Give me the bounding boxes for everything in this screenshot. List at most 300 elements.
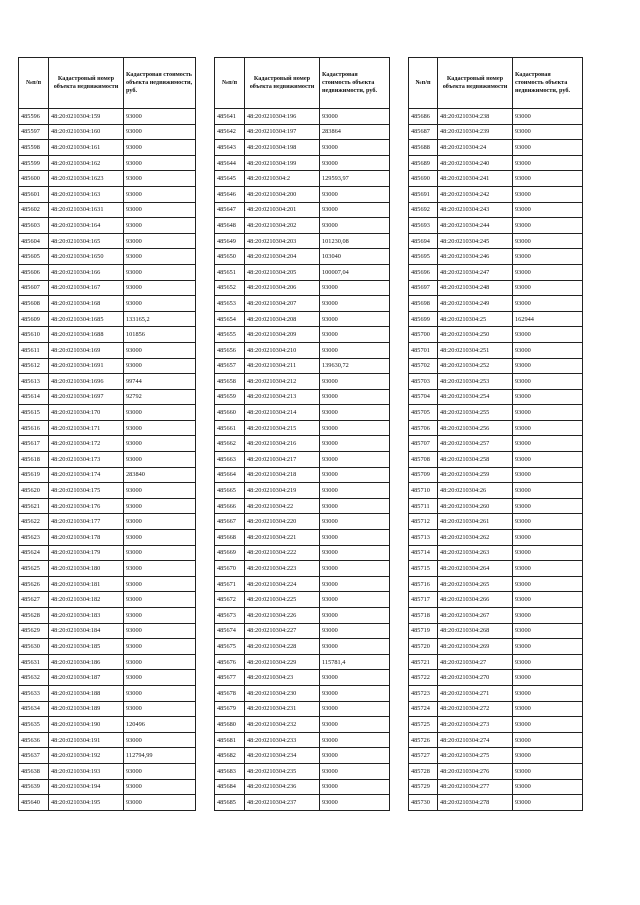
row-number: 485717 [409, 592, 438, 608]
row-number: 485650 [215, 249, 245, 265]
table-row [409, 109, 583, 125]
cadastral-value: 93000 [320, 342, 390, 358]
row-number: 485719 [409, 623, 438, 639]
row-number: 485602 [19, 202, 49, 218]
table-row [19, 685, 196, 701]
cadastral-value: 93000 [513, 264, 583, 280]
table-row [19, 140, 196, 156]
table-row [19, 155, 196, 171]
cadastral-value: 93000 [513, 233, 583, 249]
cadastral-value: 93000 [124, 779, 196, 795]
row-number: 485708 [409, 452, 438, 468]
cadastral-value: 93000 [124, 249, 196, 265]
cadastral-value: 93000 [513, 280, 583, 296]
table-row [409, 420, 583, 436]
cadastral-value: 93000 [124, 732, 196, 748]
cadastral-value: 93000 [320, 717, 390, 733]
cadastral-number: 48:20:0210304:170 [49, 405, 124, 421]
cadastral-number: 48:20:0210304:248 [438, 280, 513, 296]
cadastral-value: 139630,72 [320, 358, 390, 374]
table-row [19, 608, 196, 624]
cadastral-number: 48:20:0210304:278 [438, 795, 513, 811]
cadastral-value: 93000 [320, 701, 390, 717]
row-number: 485623 [19, 530, 49, 546]
cadastral-value: 93000 [124, 452, 196, 468]
table-row [215, 249, 390, 265]
cadastral-value: 93000 [513, 452, 583, 468]
cadastral-number: 48:20:0210304:1631 [49, 202, 124, 218]
cadastral-value: 93000 [124, 342, 196, 358]
table-row [409, 124, 583, 140]
row-number: 485618 [19, 452, 49, 468]
table-body [19, 109, 196, 811]
header-cadastral-value: Кадастровая стоимость объекта недвижимости, руб. [320, 58, 390, 109]
row-number: 485696 [409, 264, 438, 280]
cadastral-number: 48:20:0210304:276 [438, 763, 513, 779]
row-number: 485711 [409, 498, 438, 514]
table-row [19, 530, 196, 546]
cadastral-number: 48:20:0210304:182 [49, 592, 124, 608]
table-row [215, 717, 390, 733]
row-number: 485615 [19, 405, 49, 421]
cadastral-number: 48:20:0210304:169 [49, 342, 124, 358]
row-number: 485653 [215, 296, 245, 312]
cadastral-value: 93000 [513, 670, 583, 686]
cadastral-number: 48:20:0210304:273 [438, 717, 513, 733]
cadastral-value: 93000 [124, 358, 196, 374]
cadastral-number: 48:20:0210304:227 [245, 623, 320, 639]
cadastral-value: 93000 [124, 483, 196, 499]
table-row [19, 748, 196, 764]
table-row [215, 670, 390, 686]
cadastral-number: 48:20:0210304:232 [245, 717, 320, 733]
cadastral-value: 93000 [124, 701, 196, 717]
table-row [215, 374, 390, 390]
row-number: 485714 [409, 545, 438, 561]
cadastral-value: 93000 [513, 545, 583, 561]
cadastral-number: 48:20:0210304:179 [49, 545, 124, 561]
table-row [215, 592, 390, 608]
table-row [215, 405, 390, 421]
cadastral-number: 48:20:0210304:1696 [49, 374, 124, 390]
cadastral-number: 48:20:0210304:164 [49, 218, 124, 234]
table-row [19, 514, 196, 530]
cadastral-number: 48:20:0210304:262 [438, 530, 513, 546]
table-row [409, 763, 583, 779]
cadastral-number: 48:20:0210304:22 [245, 498, 320, 514]
cadastral-number: 48:20:0210304:268 [438, 623, 513, 639]
cadastral-table-3 [408, 57, 583, 811]
row-number: 485691 [409, 186, 438, 202]
cadastral-value: 93000 [320, 202, 390, 218]
table-row [409, 467, 583, 483]
header-cadastral-value: Кадастровая стоимость объекта недвижимости, руб. [513, 58, 583, 109]
table-row [215, 202, 390, 218]
table-row [215, 311, 390, 327]
table-row [19, 109, 196, 125]
cadastral-number: 48:20:0210304:219 [245, 483, 320, 499]
cadastral-number: 48:20:0210304:184 [49, 623, 124, 639]
table-header [409, 58, 583, 109]
row-number: 485646 [215, 186, 245, 202]
cadastral-number: 48:20:0210304:201 [245, 202, 320, 218]
table-row [19, 280, 196, 296]
row-number: 485630 [19, 639, 49, 655]
cadastral-number: 48:20:0210304:189 [49, 701, 124, 717]
cadastral-value: 92792 [124, 389, 196, 405]
cadastral-value: 93000 [320, 670, 390, 686]
cadastral-number: 48:20:0210304:249 [438, 296, 513, 312]
table-body [409, 109, 583, 811]
cadastral-number: 48:20:0210304:266 [438, 592, 513, 608]
header-number: №п/п [409, 58, 438, 109]
cadastral-number: 48:20:0210304:231 [245, 701, 320, 717]
cadastral-table-1 [18, 57, 196, 811]
row-number: 485665 [215, 483, 245, 499]
cadastral-value: 93000 [513, 498, 583, 514]
row-number: 485654 [215, 311, 245, 327]
cadastral-value: 93000 [513, 124, 583, 140]
table-row [19, 561, 196, 577]
row-number: 485697 [409, 280, 438, 296]
cadastral-number: 48:20:0210304:168 [49, 296, 124, 312]
cadastral-number: 48:20:0210304:229 [245, 654, 320, 670]
table-row [409, 405, 583, 421]
cadastral-number: 48:20:0210304:1623 [49, 171, 124, 187]
cadastral-value: 93000 [124, 296, 196, 312]
table-row [409, 249, 583, 265]
cadastral-value: 93000 [320, 498, 390, 514]
cadastral-number: 48:20:0210304:228 [245, 639, 320, 655]
cadastral-number: 48:20:0210304:247 [438, 264, 513, 280]
cadastral-value: 93000 [320, 685, 390, 701]
cadastral-number: 48:20:0210304:221 [245, 530, 320, 546]
row-number: 485722 [409, 670, 438, 686]
cadastral-value: 93000 [513, 420, 583, 436]
row-number: 485637 [19, 748, 49, 764]
row-number: 485690 [409, 171, 438, 187]
table-row [215, 327, 390, 343]
table-row [215, 358, 390, 374]
row-number: 485682 [215, 748, 245, 764]
header-cadastral-number: Кадастровый номер объекта недвижимости [49, 58, 124, 109]
row-number: 485598 [19, 140, 49, 156]
cadastral-value: 93000 [320, 483, 390, 499]
row-number: 485681 [215, 732, 245, 748]
cadastral-number: 48:20:0210304:274 [438, 732, 513, 748]
table-row [19, 374, 196, 390]
cadastral-number: 48:20:0210304:209 [245, 327, 320, 343]
row-number: 485640 [19, 795, 49, 811]
cadastral-value: 93000 [513, 467, 583, 483]
cadastral-number: 48:20:0210304:204 [245, 249, 320, 265]
cadastral-number: 48:20:0210304:211 [245, 358, 320, 374]
cadastral-value: 93000 [320, 467, 390, 483]
table-row [409, 218, 583, 234]
cadastral-value: 93000 [320, 280, 390, 296]
cadastral-value: 93000 [320, 405, 390, 421]
cadastral-value: 93000 [513, 436, 583, 452]
row-number: 485709 [409, 467, 438, 483]
table-row [19, 639, 196, 655]
cadastral-value: 101230,08 [320, 233, 390, 249]
row-number: 485705 [409, 405, 438, 421]
table-row [409, 795, 583, 811]
row-number: 485670 [215, 561, 245, 577]
cadastral-value: 93000 [320, 374, 390, 390]
cadastral-value: 93000 [124, 140, 196, 156]
cadastral-number: 48:20:0210304:212 [245, 374, 320, 390]
cadastral-value: 93000 [320, 109, 390, 125]
cadastral-value: 93000 [320, 389, 390, 405]
row-number: 485628 [19, 608, 49, 624]
row-number: 485638 [19, 763, 49, 779]
cadastral-number: 48:20:0210304:210 [245, 342, 320, 358]
row-number: 485723 [409, 685, 438, 701]
cadastral-value: 93000 [124, 233, 196, 249]
table-row [409, 327, 583, 343]
row-number: 485639 [19, 779, 49, 795]
table-row [19, 342, 196, 358]
table-row [215, 233, 390, 249]
table-row [409, 748, 583, 764]
table-row [19, 779, 196, 795]
cadastral-value: 93000 [320, 576, 390, 592]
cadastral-value: 93000 [124, 639, 196, 655]
table-row [19, 498, 196, 514]
cadastral-number: 48:20:0210304:24 [438, 140, 513, 156]
table-row [215, 155, 390, 171]
cadastral-number: 48:20:0210304:1685 [49, 311, 124, 327]
table-row [409, 623, 583, 639]
table-row [215, 109, 390, 125]
cadastral-value: 93000 [124, 109, 196, 125]
table-row [215, 498, 390, 514]
row-number: 485611 [19, 342, 49, 358]
row-number: 485710 [409, 483, 438, 499]
cadastral-number: 48:20:0210304:188 [49, 685, 124, 701]
table-row [215, 576, 390, 592]
row-number: 485677 [215, 670, 245, 686]
cadastral-value: 93000 [124, 608, 196, 624]
cadastral-value: 93000 [320, 608, 390, 624]
cadastral-number: 48:20:0210304:258 [438, 452, 513, 468]
table-row [215, 763, 390, 779]
cadastral-number: 48:20:0210304:222 [245, 545, 320, 561]
cadastral-value: 93000 [513, 639, 583, 655]
cadastral-value: 93000 [320, 779, 390, 795]
table-row [409, 685, 583, 701]
table-row [409, 296, 583, 312]
row-number: 485726 [409, 732, 438, 748]
cadastral-value: 93000 [320, 420, 390, 436]
cadastral-value: 93000 [124, 795, 196, 811]
table-row [215, 483, 390, 499]
cadastral-number: 48:20:0210304:260 [438, 498, 513, 514]
cadastral-value: 93000 [124, 685, 196, 701]
cadastral-value: 93000 [513, 202, 583, 218]
row-number: 485673 [215, 608, 245, 624]
cadastral-value: 103040 [320, 249, 390, 265]
row-number: 485642 [215, 124, 245, 140]
cadastral-value: 120496 [124, 717, 196, 733]
table-row [19, 233, 196, 249]
cadastral-number: 48:20:0210304:191 [49, 732, 124, 748]
table-row [19, 389, 196, 405]
table-row [215, 608, 390, 624]
table-row [215, 218, 390, 234]
cadastral-value: 93000 [320, 795, 390, 811]
table-row [19, 623, 196, 639]
row-number: 485663 [215, 452, 245, 468]
row-number: 485652 [215, 280, 245, 296]
cadastral-value: 93000 [513, 608, 583, 624]
table-row [409, 140, 583, 156]
cadastral-number: 48:20:0210304:208 [245, 311, 320, 327]
cadastral-number: 48:20:0210304:1697 [49, 389, 124, 405]
cadastral-value: 93000 [124, 576, 196, 592]
cadastral-value: 93000 [320, 140, 390, 156]
cadastral-value: 93000 [513, 296, 583, 312]
table-body [215, 109, 390, 811]
cadastral-value: 93000 [124, 436, 196, 452]
cadastral-number: 48:20:0210304:196 [245, 109, 320, 125]
row-number: 485704 [409, 389, 438, 405]
cadastral-number: 48:20:0210304:199 [245, 155, 320, 171]
cadastral-number: 48:20:0210304:173 [49, 452, 124, 468]
cadastral-number: 48:20:0210304:165 [49, 233, 124, 249]
row-number: 485613 [19, 374, 49, 390]
row-number: 485635 [19, 717, 49, 733]
table-row [409, 530, 583, 546]
cadastral-value: 93000 [124, 514, 196, 530]
table-row [409, 732, 583, 748]
cadastral-value: 93000 [124, 155, 196, 171]
table-row [409, 576, 583, 592]
cadastral-number: 48:20:0210304:200 [245, 186, 320, 202]
row-number: 485632 [19, 670, 49, 686]
cadastral-number: 48:20:0210304:197 [245, 124, 320, 140]
row-number: 485596 [19, 109, 49, 125]
cadastral-number: 48:20:0210304:244 [438, 218, 513, 234]
cadastral-value: 93000 [124, 670, 196, 686]
table-row [19, 795, 196, 811]
cadastral-number: 48:20:0210304:1691 [49, 358, 124, 374]
table-row [215, 654, 390, 670]
cadastral-number: 48:20:0210304:254 [438, 389, 513, 405]
table-row [19, 218, 196, 234]
cadastral-value: 93000 [320, 155, 390, 171]
cadastral-value: 93000 [124, 498, 196, 514]
cadastral-number: 48:20:0210304:246 [438, 249, 513, 265]
row-number: 485627 [19, 592, 49, 608]
row-number: 485656 [215, 342, 245, 358]
row-number: 485649 [215, 233, 245, 249]
table-row [19, 717, 196, 733]
table-row [215, 639, 390, 655]
row-number: 485701 [409, 342, 438, 358]
cadastral-value: 93000 [513, 748, 583, 764]
table-row [409, 374, 583, 390]
cadastral-number: 48:20:0210304:171 [49, 420, 124, 436]
cadastral-value: 93000 [124, 545, 196, 561]
table-row [215, 514, 390, 530]
header-number: №п/п [215, 58, 245, 109]
table-row [19, 124, 196, 140]
cadastral-number: 48:20:0210304:220 [245, 514, 320, 530]
row-number: 485643 [215, 140, 245, 156]
cadastral-number: 48:20:0210304:198 [245, 140, 320, 156]
table-row [409, 264, 583, 280]
cadastral-value: 93000 [513, 342, 583, 358]
row-number: 485678 [215, 685, 245, 701]
cadastral-number: 48:20:0210304:224 [245, 576, 320, 592]
cadastral-number: 48:20:0210304:240 [438, 155, 513, 171]
cadastral-number: 48:20:0210304:190 [49, 717, 124, 733]
table-row [409, 358, 583, 374]
cadastral-value: 93000 [320, 763, 390, 779]
table-row [215, 795, 390, 811]
cadastral-number: 48:20:0210304:23 [245, 670, 320, 686]
cadastral-number: 48:20:0210304:267 [438, 608, 513, 624]
cadastral-value: 283864 [320, 124, 390, 140]
row-number: 485664 [215, 467, 245, 483]
table-row [215, 452, 390, 468]
table-row [409, 561, 583, 577]
cadastral-number: 48:20:0210304:223 [245, 561, 320, 577]
table-row [409, 186, 583, 202]
table-row [215, 342, 390, 358]
table-row [409, 701, 583, 717]
cadastral-value: 93000 [513, 218, 583, 234]
row-number: 485608 [19, 296, 49, 312]
cadastral-number: 48:20:0210304:172 [49, 436, 124, 452]
cadastral-value: 93000 [513, 389, 583, 405]
row-number: 485679 [215, 701, 245, 717]
table-row [19, 483, 196, 499]
cadastral-value: 93000 [320, 545, 390, 561]
table-header [19, 58, 196, 109]
header-cadastral-value: Кадастровая стоимость объекта недвижимости, руб. [124, 58, 196, 109]
cadastral-value: 93000 [513, 654, 583, 670]
cadastral-value: 93000 [513, 701, 583, 717]
cadastral-value: 133165,2 [124, 311, 196, 327]
cadastral-number: 48:20:0210304:166 [49, 264, 124, 280]
cadastral-value: 93000 [124, 218, 196, 234]
row-number: 485626 [19, 576, 49, 592]
cadastral-number: 48:20:0210304:203 [245, 233, 320, 249]
cadastral-value: 101856 [124, 327, 196, 343]
row-number: 485694 [409, 233, 438, 249]
table-row [215, 420, 390, 436]
table-row [409, 654, 583, 670]
row-number: 485645 [215, 171, 245, 187]
row-number: 485659 [215, 389, 245, 405]
table-row [409, 171, 583, 187]
row-number: 485660 [215, 405, 245, 421]
table-row [215, 389, 390, 405]
cadastral-value: 283840 [124, 467, 196, 483]
cadastral-number: 48:20:0210304:241 [438, 171, 513, 187]
cadastral-value: 93000 [513, 530, 583, 546]
table-row [409, 280, 583, 296]
cadastral-number: 48:20:0210304:261 [438, 514, 513, 530]
cadastral-number: 48:20:0210304:269 [438, 639, 513, 655]
row-number: 485658 [215, 374, 245, 390]
row-number: 485606 [19, 264, 49, 280]
cadastral-value: 99744 [124, 374, 196, 390]
table-row [19, 732, 196, 748]
